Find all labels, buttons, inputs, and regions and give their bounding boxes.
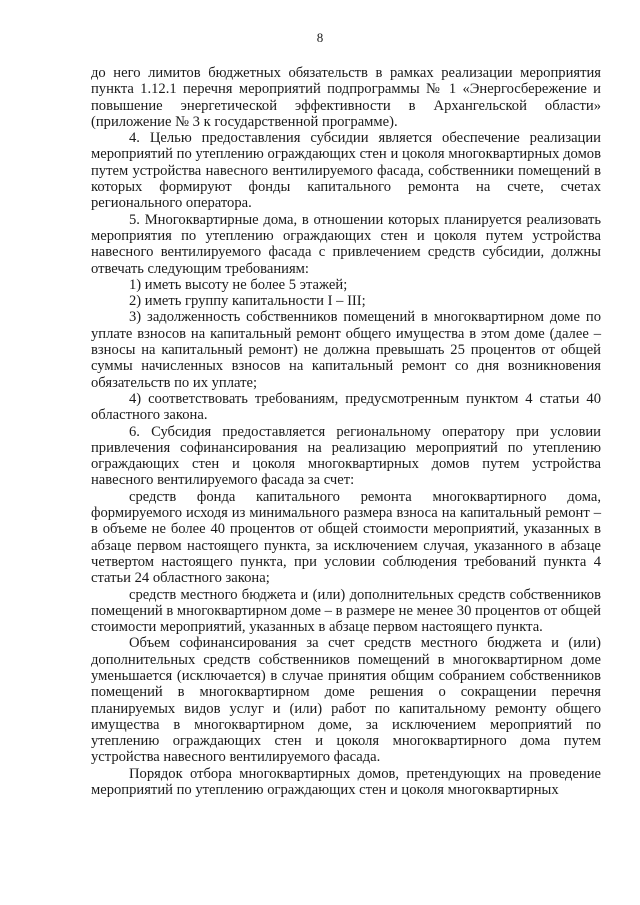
- page-number: 8: [316, 30, 324, 45]
- paragraph: 4. Целью предоставления субсидии является обеспечение реализации мероприятий по утеплению ограждающих стен и цоколя многоквартирных домов путем устройства навесного вентилируемого фасада, собственники помещений в которых формируют фонды капитального ремонта на счете, счетах регионального оператора.: [91, 130, 601, 212]
- paragraph: Объем софинансирования за счет средств местного бюджета и (или) дополнительных средств собственников помещений в многоквартирном доме уменьшается (исключается) в случае принятия общим собранием собственников помещений в многоквартирном доме решения о сокращении перечня планируемых видов услуг и (или) работ по капитальному ремонту общего имущества в многоквартирном доме, за исключением мероприятий по утеплению ограждающих стен и цоколя многоквартирного дома путем устройства навесного вентилируемого фасада.: [91, 635, 601, 766]
- paragraph: до него лимитов бюджетных обязательств в рамках реализации мероприятия пункта 1.12.1 перечня мероприятий подпрограммы № 1 «Энергосбережение и повышение энергетической эффективности в Архангельской области» (приложение № 3 к государственной программе).: [91, 65, 601, 130]
- list-item: 4) соответствовать требованиям, предусмотренным пунктом 4 статьи 40 областного закона.: [91, 390, 601, 424]
- list-item: 3) задолженность собственников помещений в многоквартирном доме по уплате взносов на капитальный ремонт общего имущества в этом доме (далее – взносы на капитальный ремонт) не должна превышать 25 процентов от общей суммы начисленных взносов на капитальный ремонт со дня возникновения обязательств по их уплате;: [91, 309, 601, 391]
- list-item: 1) иметь высоту не более 5 этажей;: [129, 276, 348, 293]
- list-item: 2) иметь группу капитальности I – III;: [129, 293, 366, 310]
- paragraph: 6. Субсидия предоставляется региональному оператору при условии привлечения софинансирования на реализацию мероприятий по утеплению ограждающих стен и цоколя многоквартирных домов путем устройства навесного вентилируемого фасада за счет:: [91, 423, 601, 489]
- document-body: [91, 65, 601, 798]
- paragraph: средств местного бюджета и (или) дополнительных средств собственников помещений в многоквартирном доме – в размере не менее 30 процентов от общей стоимости мероприятий, указанных в абзаце первом настоящего пункта.: [91, 586, 601, 636]
- paragraph: 5. Многоквартирные дома, в отношении которых планируется реализовать мероприятия по утеплению ограждающих стен и цоколя путем устройства навесного вентилируемого фасада с привлечением средств субсидии, должны отвечать следующим требованиям:: [91, 211, 601, 277]
- paragraph: Порядок отбора многоквартирных домов, претендующих на проведение мероприятий по утеплению ограждающих стен и цоколя многоквартирных: [91, 765, 601, 799]
- paragraph: средств фонда капитального ремонта многоквартирного дома, формируемого исходя из минимального размера взноса на капитальный ремонт – в объеме не более 40 процентов от общей стоимости мероприятий, указанных в абзаце первом настоящего пункта, за исключением случая, указанного в абзаце четвертом настоящего пункта, при условии соблюдения требований пункта 4 статьи 24 областного закона;: [91, 488, 601, 587]
